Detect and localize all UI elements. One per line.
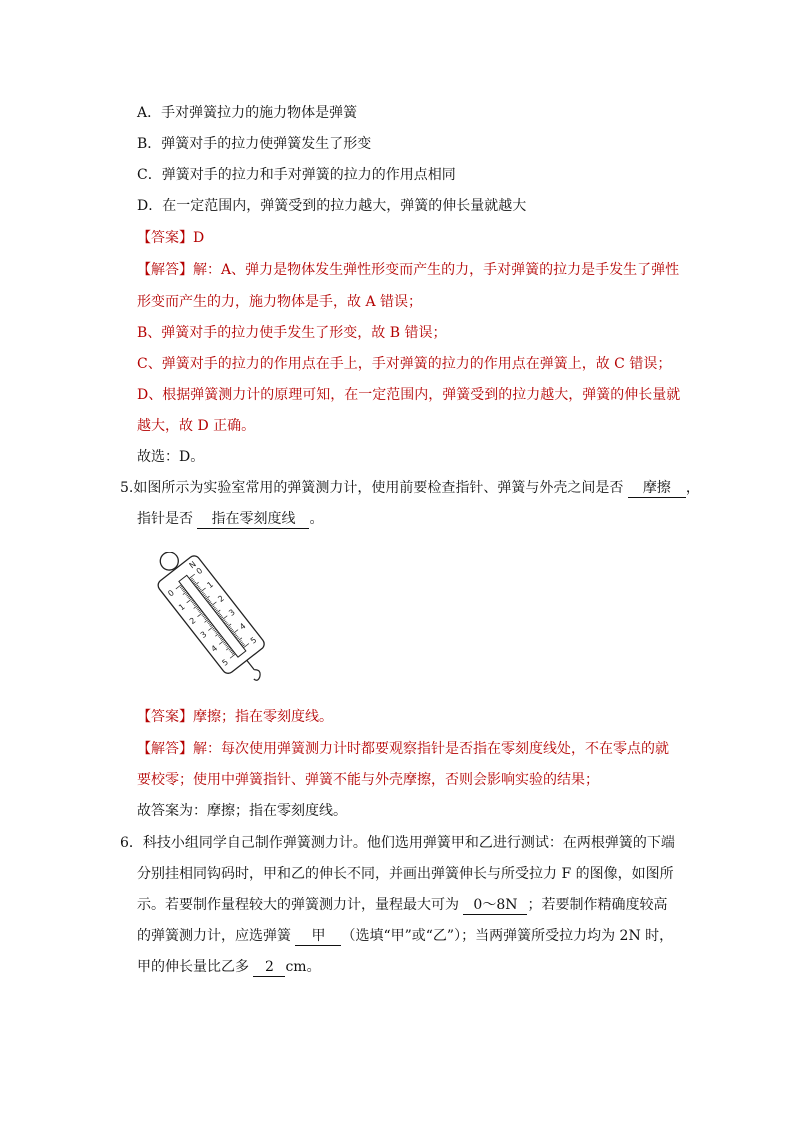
answer-value: D [193,230,205,246]
left-tick-label: 0 [166,588,176,599]
q5-end2: 。 [309,511,324,527]
q6-line-4 [137,926,673,946]
q4-explain-2: 形变而产生的力，施力物体是手，故 A 错误； [137,294,423,310]
right-tick-label: 5 [248,635,259,646]
q5-stem-1 [120,478,700,498]
q4-explain-4: C、弹簧对手的拉力的作用点在手上，手对弹簧的拉力的作用点在弹簧上，故 C 错误； [137,356,672,372]
q6-blank1: 0～8N [463,896,527,915]
q5-blank2: 指在零刻度线 [197,510,309,529]
q6-l3b: ；若要制作精确度较高 [527,897,668,913]
q5-blank1: 摩擦 [628,479,686,498]
q5-explain-2: 要校零；使用中弹簧指针、弹簧不能与外壳摩擦，否则会影响实验的结果； [137,772,599,788]
right-tick-label: 4 [237,621,248,632]
q5-end1: ， [685,480,700,496]
scale-body [156,554,267,676]
q4-answer [137,228,204,248]
q6-l4a: 的弹簧测力计，应选弹簧 [137,928,291,944]
q6-l5a: 甲的伸长量比乙多 [137,959,249,975]
q6-line-3 [137,895,667,915]
right-tick-label: 2 [216,593,226,604]
q5-text1: 5.如图所示为实验室常用的弹簧测力计，使用前要检查指针、弹簧与外壳之间是否 [120,480,624,496]
q5-text2: 指针是否 [137,511,193,527]
q6-blank3: 2 [253,958,285,977]
option-d: D．在一定范围内，弹簧受到的拉力越大，弹簧的伸长量就越大 [137,198,527,214]
q5-final: 故答案为：摩擦；指在零刻度线。 [137,803,347,819]
left-tick-label: 2 [187,615,198,627]
explain-text: 解：A、弹力是物体发生弹性形变而产生的力，手对弹簧的拉力是手发生了弹性 [193,262,680,278]
q6-line-1: 6．科技小组同学自己制作弹簧测力计。他们选用弹簧甲和乙进行测试：在两根弹簧的下端 [120,835,675,851]
scale-rod [247,660,254,669]
answer-tag: 【答案】 [137,230,193,246]
q6-l4b: （选填“甲”或“乙”）；当两弹簧所受拉力均为 2N 时， [341,928,674,944]
option-c: C．弹簧对手的拉力和手对弹簧的拉力的作用点相同 [137,167,456,183]
left-tick-label: 1 [177,602,187,613]
q5-explain-1 [137,739,669,759]
q4-explain-1 [137,260,679,280]
right-tick-label: 0 [194,566,205,577]
q6-l3a: 示。若要制作量程较大的弹簧测力计，量程最大可为 [137,897,459,913]
q4-final: 故选：D。 [137,449,205,465]
q4-explain-5: D、根据弹簧测力计的原理可知，在一定范围内，弹簧受到的拉力越大，弹簧的伸长量就 [137,387,681,403]
q6-blank2: 甲 [295,927,341,946]
q6-line-2: 分别挂相同钩码时，甲和乙的伸长不同，并画出弹簧伸长与所受拉力 F 的图像，如图所 [137,866,674,882]
answer-tag: 【答案】 [137,709,193,725]
option-a: A．手对弹簧拉力的施力物体是弹簧 [137,105,358,121]
left-tick-label: 3 [198,629,209,641]
left-tick-label: 4 [209,643,220,654]
unit-label: N [187,559,198,571]
q5-stem-2 [137,509,323,529]
right-tick-label: 3 [227,607,237,618]
q4-explain-6: 越大，故 D 正确。 [137,418,256,434]
option-b: B．弹簧对手的拉力使弹簧发生了形变 [137,136,372,152]
explain-tag: 【解答】 [137,262,193,278]
hook-icon [250,668,263,682]
explain-tag: 【解答】 [137,741,193,757]
right-tick-label: 1 [205,579,216,591]
explain-text: 解：每次使用弹簧测力计时都要观察指针是否指在零刻度线处，不在零点的就 [193,741,669,757]
answer-value: 摩擦；指在零刻度线。 [193,709,333,725]
q6-l5b: cm。 [285,959,321,975]
q5-answer [137,707,333,727]
q6-line-5 [137,957,321,977]
q4-explain-3: B、弹簧对手的拉力使手发生了形变，故 B 错误； [137,325,447,341]
left-tick-label: 5 [220,657,231,668]
spring-scale-figure [138,552,288,692]
